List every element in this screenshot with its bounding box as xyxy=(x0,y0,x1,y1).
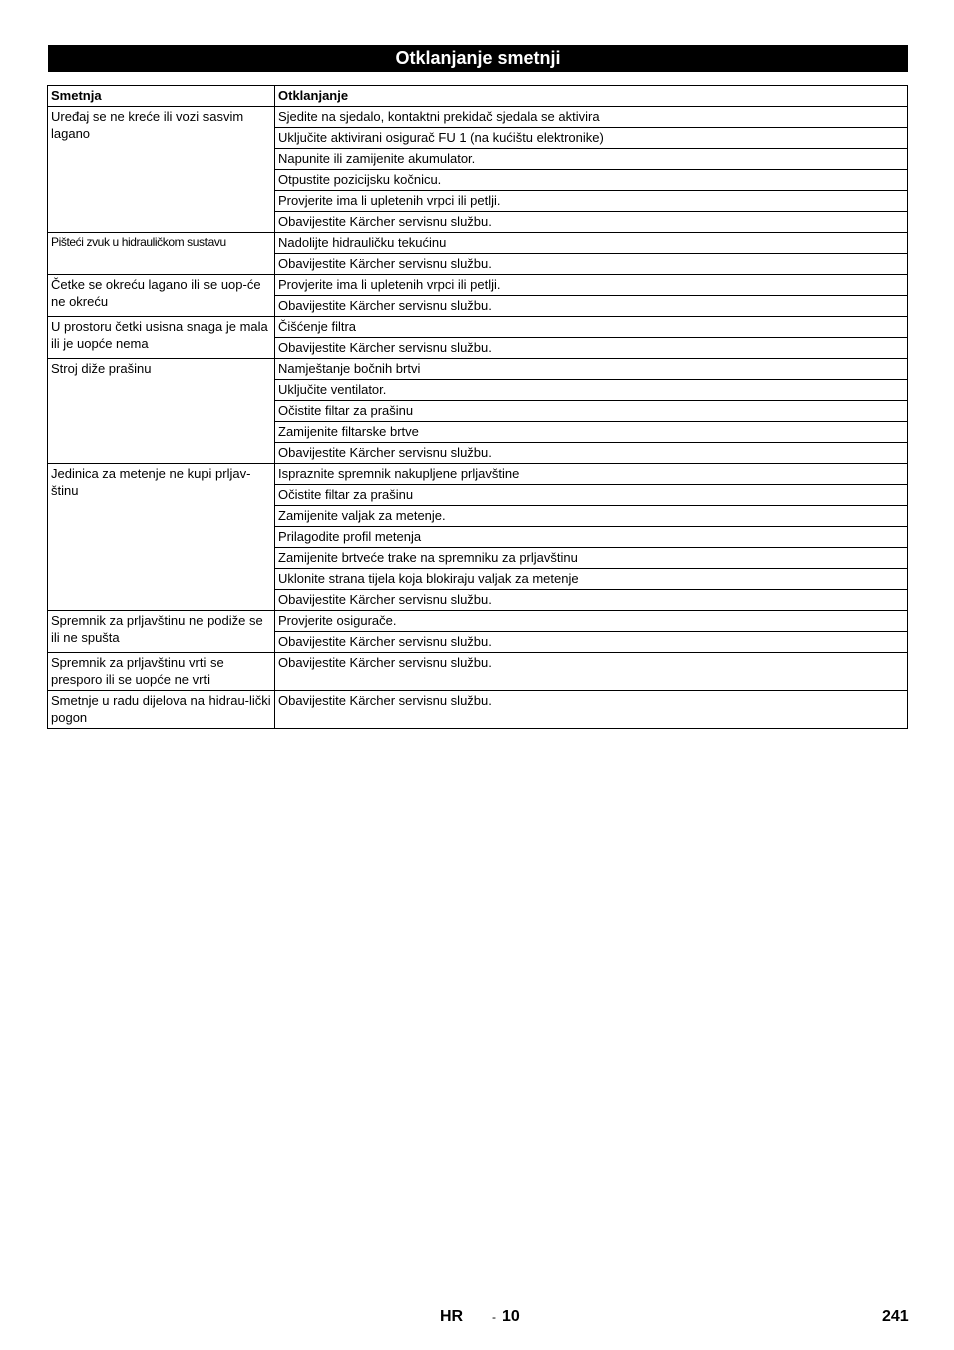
footer-dash: - xyxy=(492,1310,496,1324)
table-row xyxy=(48,691,908,729)
table-row xyxy=(48,317,908,338)
footer-language: HR xyxy=(440,1308,464,1325)
remedy-cell: Obavijestite Kärcher servisnu službu. xyxy=(275,443,908,464)
header-remedy: Otklanjanje xyxy=(275,86,908,107)
remedy-cell: Napunite ili zamijenite akumulator. xyxy=(275,149,908,170)
table-row xyxy=(48,653,908,691)
remedy-cell: Prilagodite profil metenja xyxy=(275,527,908,548)
fault-cell: Stroj diže prašinu xyxy=(48,359,275,464)
fault-cell: U prostoru četki usisna snaga je mala ili je uopće nema xyxy=(48,317,275,359)
remedy-cell: Obavijestite Kärcher servisnu službu. xyxy=(275,254,908,275)
header-fault: Smetnja xyxy=(48,86,275,107)
remedy-cell: Uključite aktivirani osigurač FU 1 (na kućištu elektronike) xyxy=(275,128,908,149)
table-row xyxy=(48,611,908,632)
remedy-cell: Obavijestite Kärcher servisnu službu. xyxy=(275,653,908,691)
remedy-cell: Zamijenite valjak za metenje. xyxy=(275,506,908,527)
remedy-cell: Provjerite ima li upletenih vrpci ili petlji. xyxy=(275,275,908,296)
remedy-cell: Zamijenite filtarske brtve xyxy=(275,422,908,443)
fault-cell: Pišteći zvuk u hidrauličkom sustavu xyxy=(48,233,275,275)
remedy-cell: Čišćenje filtra xyxy=(275,317,908,338)
table-row xyxy=(48,464,908,485)
remedy-cell: Očistite filtar za prašinu xyxy=(275,485,908,506)
remedy-cell: Otpustite pozicijsku kočnicu. xyxy=(275,170,908,191)
fault-cell: Spremnik za prljavštinu ne podiže se ili ne spušta xyxy=(48,611,275,653)
fault-cell: Četke se okreću lagano ili se uop-će ne okreću xyxy=(48,275,275,317)
table-row xyxy=(48,359,908,380)
remedy-cell: Ispraznite spremnik nakupljene prljavštine xyxy=(275,464,908,485)
remedy-cell: Uključite ventilator. xyxy=(275,380,908,401)
remedy-cell: Obavijestite Kärcher servisnu službu. xyxy=(275,590,908,611)
remedy-cell: Uklonite strana tijela koja blokiraju valjak za metenje xyxy=(275,569,908,590)
remedy-cell: Zamijenite brtveće trake na spremniku za prljavštinu xyxy=(275,548,908,569)
remedy-cell: Obavijestite Kärcher servisnu službu. xyxy=(275,691,908,729)
section-title: Otklanjanje smetnji xyxy=(48,45,908,72)
remedy-cell: Obavijestite Kärcher servisnu službu. xyxy=(275,212,908,233)
remedy-cell: Obavijestite Kärcher servisnu službu. xyxy=(275,632,908,653)
table-row xyxy=(48,275,908,296)
fault-cell: Jedinica za metenje ne kupi prljav-štinu xyxy=(48,464,275,611)
fault-cell: Spremnik za prljavštinu vrti se presporo ili se uopće ne vrti xyxy=(48,653,275,691)
remedy-cell: Namještanje bočnih brtvi xyxy=(275,359,908,380)
remedy-cell: Obavijestite Kärcher servisnu službu. xyxy=(275,338,908,359)
troubleshooting-table xyxy=(47,85,908,729)
fault-cell: Smetnje u radu dijelova na hidrau-lički pogon xyxy=(48,691,275,729)
remedy-cell: Sjedite na sjedalo, kontaktni prekidač sjedala se aktivira xyxy=(275,107,908,128)
table-header-row xyxy=(48,86,908,107)
fault-cell: Uređaj se ne kreće ili vozi sasvim lagano xyxy=(48,107,275,233)
remedy-cell: Nadolijte hidrauličku tekućinu xyxy=(275,233,908,254)
table-row xyxy=(48,107,908,128)
remedy-cell: Provjerite osigurače. xyxy=(275,611,908,632)
footer-page-number: 241 xyxy=(882,1308,909,1325)
remedy-cell: Provjerite ima li upletenih vrpci ili petlji. xyxy=(275,191,908,212)
table-row xyxy=(48,233,908,254)
remedy-cell: Očistite filtar za prašinu xyxy=(275,401,908,422)
footer-local-page: 10 xyxy=(502,1308,520,1325)
remedy-cell: Obavijestite Kärcher servisnu službu. xyxy=(275,296,908,317)
